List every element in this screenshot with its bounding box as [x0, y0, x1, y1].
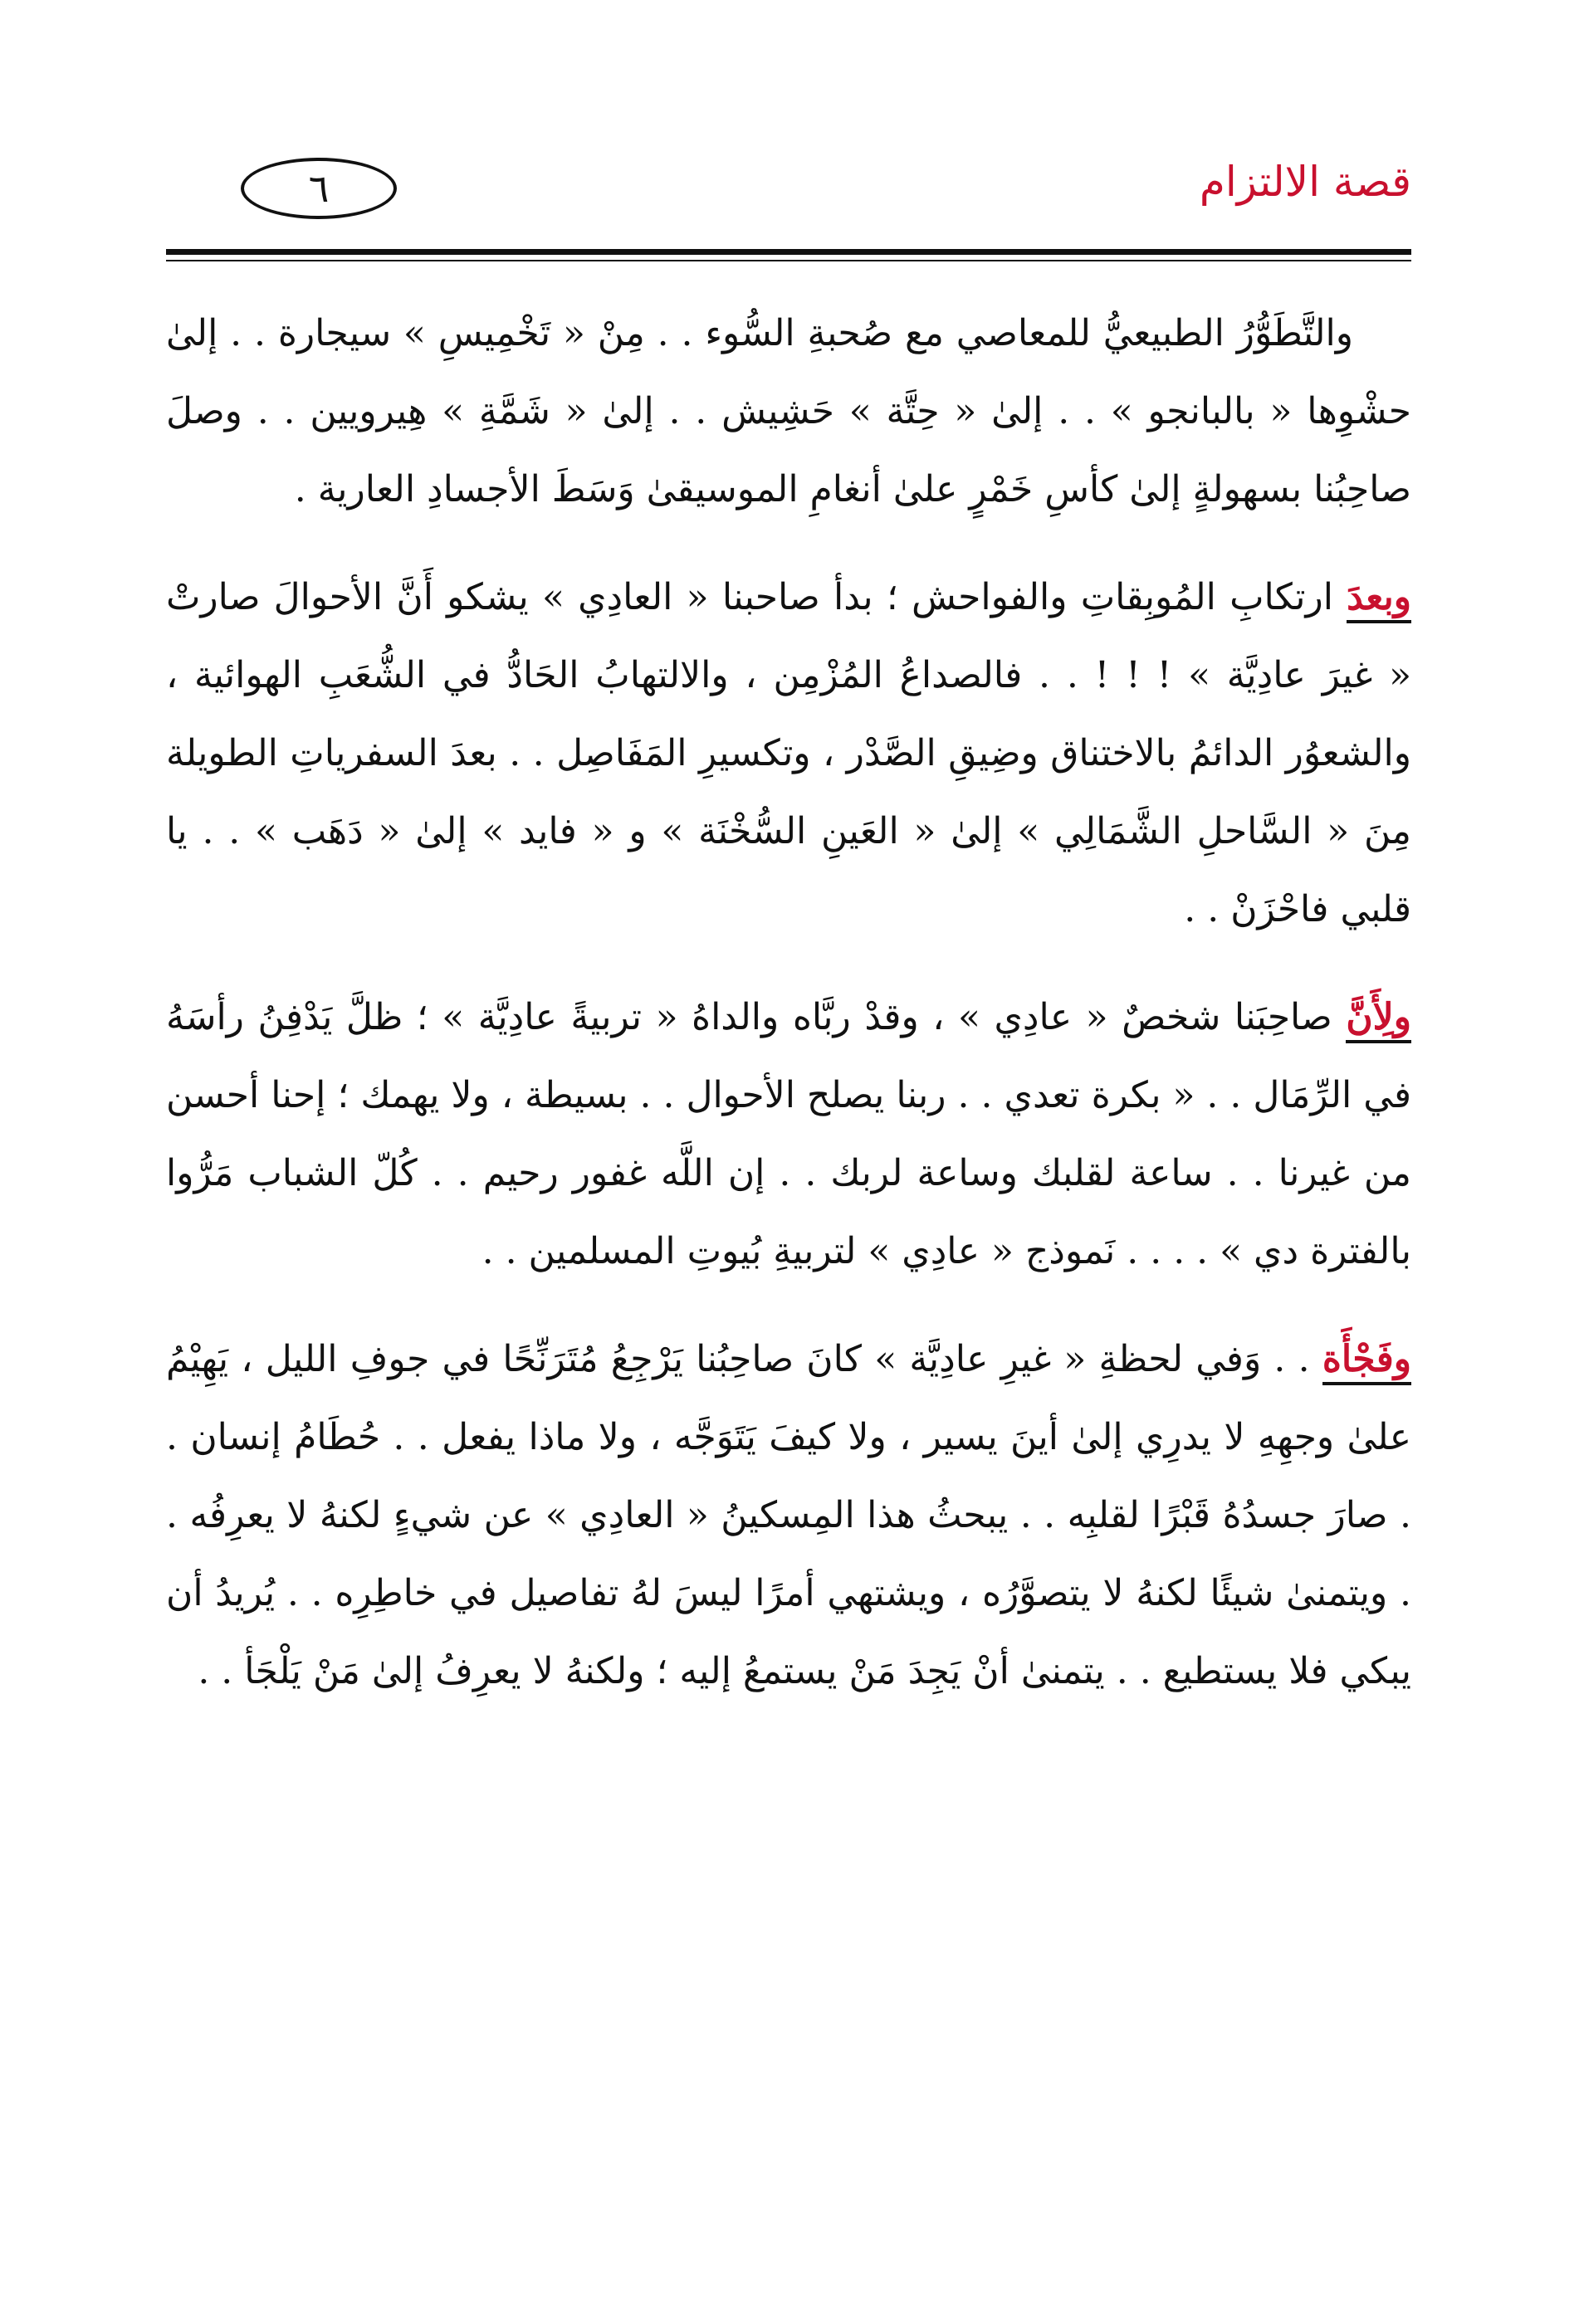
- paragraph-4-lead: وفَجْأَة: [1322, 1338, 1411, 1385]
- paragraph-3-lead: ولِأَنَّ: [1346, 996, 1411, 1043]
- paragraph-4: [166, 1321, 1411, 1711]
- paragraph-2-lead: وبعدَ: [1347, 576, 1411, 623]
- body-text: [166, 295, 1411, 1741]
- header-rule-thin: [166, 260, 1411, 261]
- book-title: قصة الالتزام: [1199, 158, 1411, 206]
- paragraph-2: [166, 559, 1411, 949]
- header-rule-thick: [166, 249, 1411, 255]
- paragraph-2-text: ارتكابِ المُوبِقاتِ والفواحش ؛ بدأ صاحبنا « العادِي » يشكو أَنَّ الأحوالَ صارتْ « غيرَ عادِيَّة » ! ! ! . . فالصداعُ المُزْمِن ، والالتهابُ الحَادُّ في الشُّعَبِ الهوائية ، والشعوُر الدائمُ بالاختناق وضِيقِ الصَّدْر ، وتكسيرِ المَفَاصِل . . بعدَ السفرياتِ الطويلة مِنَ « السَّاحلِ الشَّمَالِي » إلىٰ « العَينِ السُّخْنَة » و « فايد » إلىٰ « دَهَب » . . يا قلبي فاحْزَنْ . .: [166, 576, 1411, 930]
- paragraph-4-text: . . وَفي لحظةِ « غيرِ عادِيَّة » كانَ صاحِبُنا يَرْجِعُ مُتَرَنِّحًا في جوفِ الليل ، يَهِيْمُ علىٰ وجهِهِ لا يدرِي إلىٰ أينَ يسير ، ولا كيفَ يَتَوَجَّه ، ولا ماذا يفعل . . حُطَامُ إنسان . . صارَ جسدُهُ قَبْرًا لقلبِه . . يبحثُ هذا المِسكينُ « العادِي » عن شيءٍ لكنهُ لا يعرِفُه . . ويتمنىٰ شيئًا لكنهُ لا يتصوَّرُه ، ويشتهي أمرًا ليسَ لهُ تفاصيل في خاطِرِه . . يُريدُ أن يبكي فلا يستطيع . . يتمنىٰ أنْ يَجِدَ مَنْ يستمعُ إليه ؛ ولكنهُ لا يعرِفُ إلىٰ مَنْ يَلْجَأ . .: [166, 1338, 1411, 1692]
- page-header: [166, 141, 1411, 241]
- paragraph-1: [166, 295, 1411, 529]
- paragraph-3-text: صاحِبَنا شخصٌ « عادِي » ، وقدْ ربَّاه والداهُ « تربيةً عادِيَّة » ؛ ظلَّ يَدْفِنُ رأسَهُ في الرِّمَال . . « بكرة تعدي . . ربنا يصلح الأحوال . . بسيطة ، ولا يهمك ؛ إحنا أحسن من غيرنا . . ساعة لقلبك وساعة لربك . . إن اللَّه غفور رحيم . . كُلّ الشباب مَرُّوا بالفترة دي » . . . . نَموذج « عادِي » لتربيةِ بُيوتِ المسلمين . .: [166, 996, 1411, 1272]
- paragraph-1-text: والتَّطَوُّرُ الطبيعيُّ للمعاصي مع صُحبةِ السُّوء . . مِنْ « تَخْمِيسِ » سيجارة . . إلىٰ حشْوِها « بالبانجو » . . إلىٰ « حِتَّة » حَشِيش . . إلىٰ « شَمَّةِ » هِيرويين . . وصلَ صاحِبُنا بسهولةٍ إلىٰ كأسِ خَمْرٍ علىٰ أنغامِ الموسيقىٰ وَسَطَ الأجسادِ العارية .: [166, 312, 1411, 510]
- paragraph-3: [166, 979, 1411, 1291]
- page-number: ٦: [241, 158, 397, 219]
